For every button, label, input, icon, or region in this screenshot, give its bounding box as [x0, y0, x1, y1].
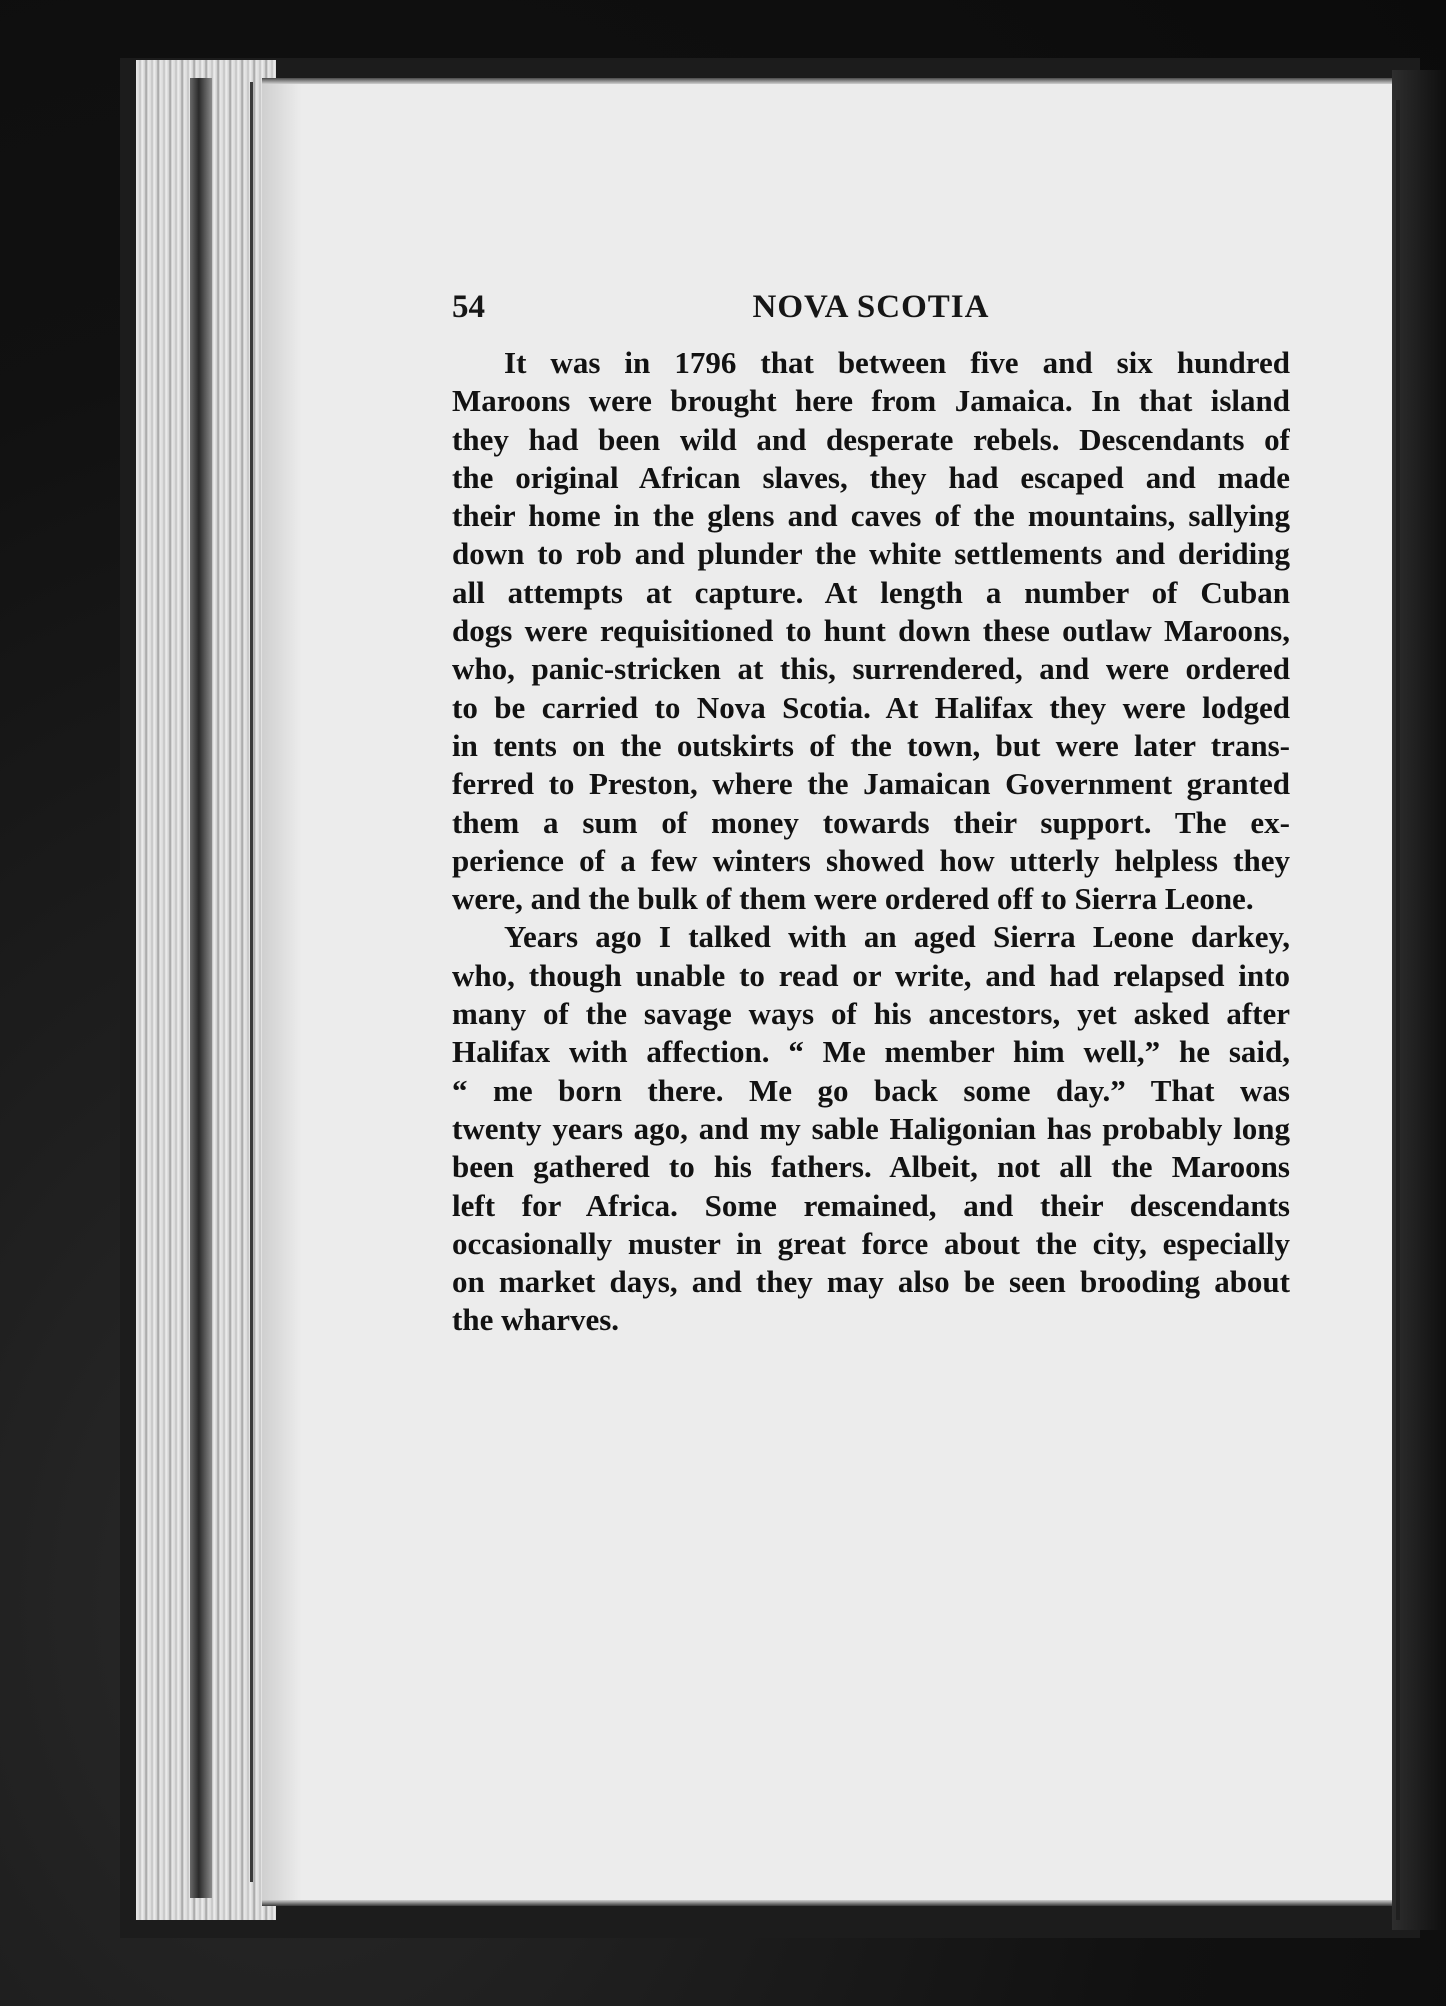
text-line: who, though unable to read or write, and had relapsed into — [452, 957, 1290, 993]
text-line: the wharves. — [452, 1302, 620, 1338]
text-line: ferred to Preston, where the Jamaican Government granted — [452, 766, 1290, 802]
text-line: many of the savage ways of his ancestors, yet asked after — [452, 996, 1290, 1032]
text-line: perience of a few winters showed how utterly helpless they — [452, 842, 1290, 878]
text-line: Halifax with affection. “ Me member him well,” he said, — [452, 1034, 1290, 1070]
text-line: were, and the bulk of them were ordered off to Sierra Leone. — [452, 881, 1254, 917]
text-line: all attempts at capture. At length a number of Cuban — [452, 574, 1290, 610]
page-number: 54 — [452, 289, 485, 325]
body-text — [452, 344, 1290, 1340]
page-bottom-edge — [262, 1900, 1392, 1906]
text-line: in tents on the outskirts of the town, but were later trans- — [452, 727, 1290, 763]
text-line: dogs were requisitioned to hunt down these outlaw Maroons, — [452, 613, 1290, 649]
text-line: they had been wild and desperate rebels. Descendants of — [452, 421, 1290, 457]
binding-shadow — [190, 78, 212, 1898]
facing-page-edge — [1396, 100, 1400, 1920]
text-line: their home in the glens and caves of the mountains, sallying — [452, 498, 1290, 534]
text-line: It was in 1796 that between five and six hundred — [504, 345, 1290, 380]
text-line: “ me born there. Me go back some day.” That was — [452, 1072, 1290, 1108]
text-line: the original African slaves, they had escaped and made — [452, 459, 1290, 495]
paragraph — [452, 344, 1290, 918]
text-line: to be carried to Nova Scotia. At Halifax they were lodged — [452, 689, 1290, 725]
text-line: who, panic-stricken at this, surrendered, and were ordered — [452, 651, 1290, 687]
right-scan-edge — [1392, 70, 1446, 1930]
text-line: on market days, and they may also be seen brooding about — [452, 1264, 1290, 1300]
running-head — [452, 282, 1290, 332]
page-top-edge — [262, 78, 1392, 84]
text-line: been gathered to his fathers. Albeit, not all the Maroons — [452, 1149, 1290, 1185]
text-line: left for Africa. Some remained, and their descendants — [452, 1187, 1290, 1223]
text-line: down to rob and plunder the white settlements and deriding — [452, 536, 1290, 572]
running-title: NOVA SCOTIA — [752, 289, 990, 325]
text-line: twenty years ago, and my sable Haligonian has probably long — [452, 1110, 1290, 1146]
text-line: them a sum of money towards their support. The ex- — [452, 804, 1290, 840]
binding-line — [250, 82, 253, 1882]
paragraph — [452, 918, 1290, 1339]
text-line: occasionally muster in great force about the city, especially — [452, 1225, 1290, 1261]
text-line: Maroons were brought here from Jamaica. In that island — [452, 383, 1290, 419]
text-line: Years ago I talked with an aged Sierra Leone darkey, — [504, 919, 1290, 955]
